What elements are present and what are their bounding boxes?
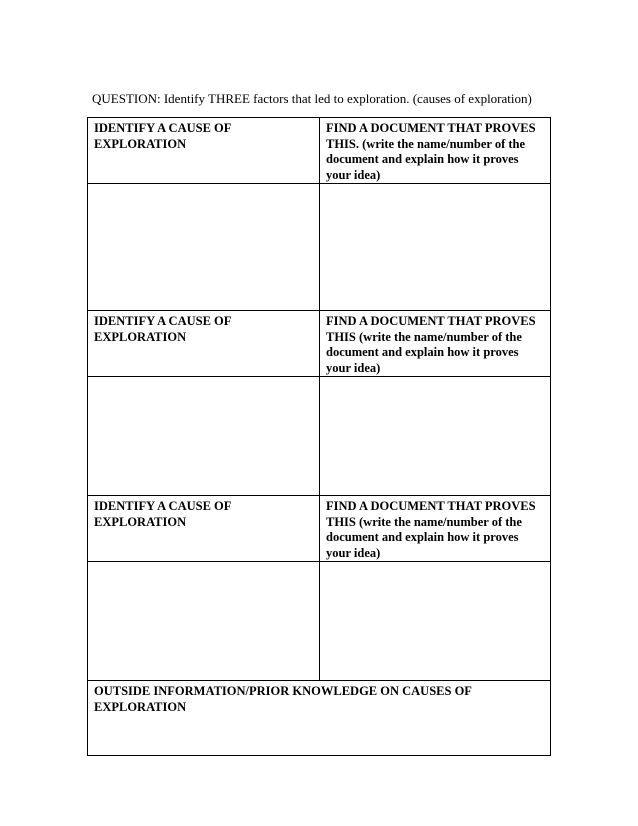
- outside-information-box[interactable]: [88, 681, 551, 756]
- section-1-header-row: [88, 118, 551, 184]
- section-3-cause-answer-box[interactable]: [88, 562, 320, 681]
- outside-information-row: [88, 681, 551, 756]
- section-3-cause-label: IDENTIFY A CAUSE OF EXPLORATION: [94, 499, 231, 529]
- section-2-cause-answer-box[interactable]: [88, 377, 320, 496]
- section-2-document-label: FIND A DOCUMENT THAT PROVES THIS (write the name/number of the document and explain how it proves your idea): [326, 314, 536, 375]
- section-1-document-label: FIND A DOCUMENT THAT PROVES THIS. (write the name/number of the document and explain how it proves your idea): [326, 121, 536, 182]
- section-1-document-label-cell: [320, 118, 551, 184]
- section-3-header-row: [88, 496, 551, 562]
- outside-information-label: OUTSIDE INFORMATION/PRIOR KNOWLEDGE ON CAUSES OF EXPLORATION: [94, 684, 472, 714]
- section-2-answer-row: [88, 377, 551, 496]
- section-2-document-answer-box[interactable]: [320, 377, 551, 496]
- section-1-cause-label: IDENTIFY A CAUSE OF EXPLORATION: [94, 121, 231, 151]
- section-3-document-answer-box[interactable]: [320, 562, 551, 681]
- section-2-document-label-cell: [320, 311, 551, 377]
- section-1-cause-label-cell: [88, 118, 320, 184]
- section-2-cause-label: IDENTIFY A CAUSE OF EXPLORATION: [94, 314, 231, 344]
- section-1-answer-row: [88, 184, 551, 311]
- section-3-document-label: FIND A DOCUMENT THAT PROVES THIS (write the name/number of the document and explain how it proves your idea): [326, 499, 536, 560]
- section-1-cause-answer-box[interactable]: [88, 184, 320, 311]
- section-2-cause-label-cell: [88, 311, 320, 377]
- worksheet-table: [87, 117, 551, 756]
- section-3-document-label-cell: [320, 496, 551, 562]
- section-1-document-answer-box[interactable]: [320, 184, 551, 311]
- section-3-answer-row: [88, 562, 551, 681]
- section-3-cause-label-cell: [88, 496, 320, 562]
- section-2-header-row: [88, 311, 551, 377]
- question-prompt: QUESTION: Identify THREE factors that led to exploration. (causes of exploration): [92, 91, 532, 106]
